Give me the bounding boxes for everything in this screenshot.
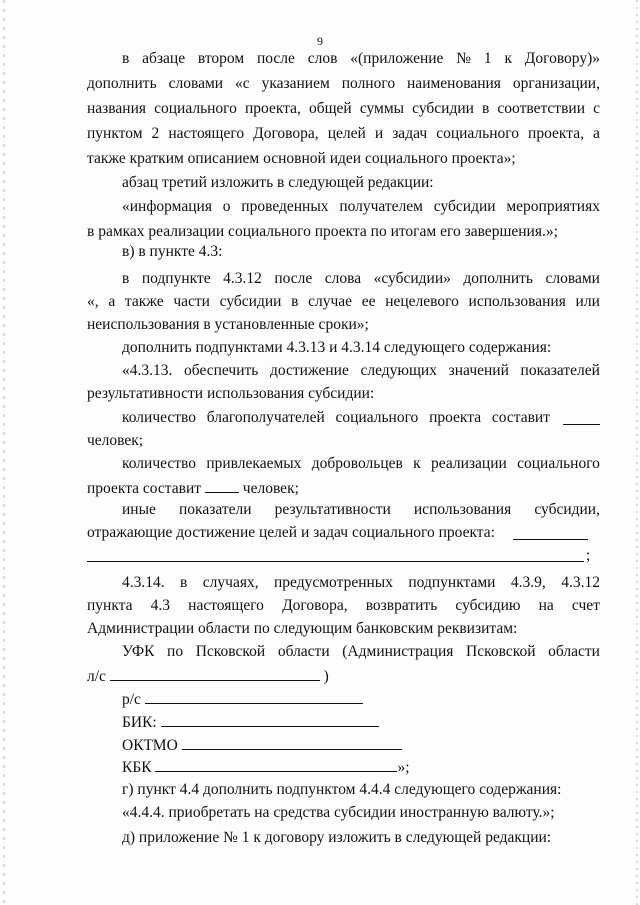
p8-blank — [563, 424, 600, 425]
word: проекта, — [528, 125, 584, 142]
p5-line-3: неиспользования в установленные сроки»; — [87, 316, 369, 333]
word: «, — [87, 293, 99, 310]
word: использования — [468, 293, 566, 310]
req-kbk-blank — [155, 757, 397, 772]
word: УФК — [122, 643, 155, 660]
p5-line-1 — [122, 270, 600, 288]
p9-blank — [205, 478, 239, 493]
word: показатели — [179, 501, 252, 518]
word: социального — [436, 125, 519, 142]
word: дополнить — [87, 75, 157, 92]
word: после — [274, 270, 313, 287]
p12-ls-close: ) — [323, 668, 329, 685]
word: ее — [361, 293, 376, 310]
page-number: 9 — [317, 34, 323, 48]
word: целей — [327, 125, 366, 142]
word: счет — [571, 597, 600, 614]
word: в — [291, 293, 299, 310]
p11-line-1 — [122, 574, 600, 592]
word: субсидию — [455, 597, 521, 614]
req-bik-line — [122, 712, 379, 732]
word: к — [504, 50, 512, 67]
word: социального — [154, 100, 237, 117]
word: результативности — [274, 501, 391, 518]
p10-line-1 — [122, 501, 600, 519]
word: № — [456, 50, 472, 67]
word: реализации — [431, 455, 507, 472]
p13-line: г) пункт 4.4 дополнить подпунктом 4.4.4 следующего содержания: — [122, 781, 562, 798]
req-rs-blank — [145, 689, 363, 704]
req-rs-label: р/с — [122, 691, 141, 708]
p8-line-1 — [122, 409, 550, 427]
req-oktmo-line — [122, 735, 402, 755]
word: в — [180, 574, 188, 591]
word: значений — [448, 362, 509, 379]
word: составит — [491, 409, 550, 426]
word: Договору)» — [524, 50, 600, 67]
word: предусмотренных — [274, 574, 393, 591]
p9-line-2-a: проекта составит — [87, 480, 202, 497]
word: «(приложение — [350, 50, 444, 67]
word: после — [256, 50, 295, 67]
word: (Администрация — [342, 643, 454, 660]
word: нецелевого — [385, 293, 459, 310]
word: возвратить — [365, 597, 438, 614]
word: добровольцев — [311, 455, 403, 472]
word: с — [593, 100, 600, 117]
word: «информация — [122, 198, 212, 215]
p10-blank-1 — [513, 539, 588, 540]
p1-line-4 — [87, 125, 600, 143]
word: или — [575, 293, 600, 310]
p12-ls-label: л/с — [87, 668, 106, 685]
word: «4.3.13. — [122, 362, 173, 379]
word: 1 — [483, 50, 492, 67]
word: наименования — [407, 75, 501, 92]
word: 4.3.14. — [122, 574, 165, 591]
word: настоящего — [188, 597, 264, 614]
p10-line-2: отражающие достижение целей и задач социального проекта: — [87, 524, 495, 541]
p11-line-2 — [87, 597, 600, 615]
word: 4.3.9, — [510, 574, 546, 591]
word: проекта — [429, 409, 482, 426]
word: Псковской — [195, 643, 266, 660]
word: следующих — [360, 362, 437, 379]
word: слова — [324, 270, 362, 287]
p11-line-3: Администрации области по следующим банковским реквизитам: — [87, 620, 518, 637]
req-kbk-line — [122, 757, 410, 777]
req-bik-blank — [161, 712, 379, 727]
word: подпунктами — [408, 574, 496, 591]
word: в — [482, 100, 490, 117]
p7-line-1 — [122, 362, 600, 380]
word: о — [222, 198, 231, 215]
p1-line-3 — [87, 100, 600, 118]
word: а — [593, 125, 600, 142]
word: общей — [308, 100, 352, 117]
word: субсидии — [433, 198, 496, 215]
word: количество — [122, 455, 196, 472]
word: области — [277, 643, 330, 660]
p10-line-3-end: ; — [586, 547, 591, 564]
p4-line: в) в пункте 4.3: — [122, 243, 223, 260]
word: получателем — [339, 198, 423, 215]
word: словами — [168, 75, 224, 92]
req-oktmo-label: ОКТМО — [122, 737, 178, 754]
word: «с — [235, 75, 250, 92]
word: случае — [308, 293, 353, 310]
word: пункта — [87, 597, 133, 614]
word: «субсидии» — [373, 270, 451, 287]
word: количество — [122, 409, 196, 426]
p6-line: дополнить подпунктами 4.3.13 и 4.3.14 следующего содержания: — [122, 339, 552, 356]
p12-line-2 — [87, 666, 329, 686]
p2-line: абзац третий изложить в следующей редакции: — [122, 174, 434, 191]
word: названия — [87, 100, 147, 117]
word: соответствии — [497, 100, 585, 117]
scan-edge-left — [3, 0, 5, 905]
word: мероприятиях — [506, 198, 600, 215]
p14-line: «4.4.4. приобретать на средства субсидии иностранную валюту.»; — [122, 804, 555, 821]
word: субсидии — [412, 100, 474, 117]
req-bik-label: БИК: — [122, 714, 157, 731]
p3-line-2: в рамках реализации социального проекта по итогам его завершения.»; — [87, 223, 558, 240]
p15-line: д) приложение № 1 к договору изложить в следующей редакции: — [122, 829, 552, 846]
word: социального — [517, 455, 600, 472]
word: указанием — [261, 75, 330, 92]
word: суммы — [359, 100, 405, 117]
word: иные — [122, 501, 156, 518]
word: Псковской — [466, 643, 536, 660]
p1-line-5: также кратким описанием основной идеи социального проекта»; — [87, 150, 516, 167]
word: субсидии — [219, 293, 282, 310]
word: и — [374, 125, 384, 142]
p9-line-2-b: человек; — [242, 480, 299, 497]
word: области — [548, 643, 600, 660]
word: в — [122, 270, 130, 287]
word: втором — [197, 50, 245, 67]
p1-line-2 — [87, 75, 600, 93]
req-kbk-label: КБК — [122, 759, 152, 776]
word: субсидии, — [534, 501, 600, 518]
word: проведенных — [241, 198, 329, 215]
p12-ls-blank — [110, 666, 320, 681]
word: организации, — [512, 75, 600, 92]
word: в — [122, 50, 130, 67]
p9-line-1 — [122, 455, 600, 473]
word: привлекаемых — [206, 455, 302, 472]
word: словами — [545, 270, 600, 287]
word: социального — [335, 409, 419, 426]
word: на — [538, 597, 554, 614]
p5-line-2 — [87, 293, 600, 311]
p3-line-1 — [122, 198, 600, 216]
word: части — [173, 293, 210, 310]
p8-line-2: человек; — [87, 432, 144, 449]
req-oktmo-blank — [182, 735, 402, 750]
p10-blank-2 — [87, 561, 584, 562]
p7-line-2: результативности использования субсидии: — [87, 385, 375, 402]
word: задач — [392, 125, 428, 142]
word: по — [167, 643, 184, 660]
word: полного — [341, 75, 396, 92]
p9-line-2 — [87, 478, 299, 498]
word: достижение — [270, 362, 349, 379]
word: настоящего — [168, 125, 245, 142]
req-rs-line — [122, 689, 363, 709]
word: проекта, — [244, 100, 301, 117]
word: показателей — [520, 362, 600, 379]
word: Договора, — [282, 597, 348, 614]
scan-edge-right — [636, 0, 638, 905]
req-kbk-end: »; — [397, 759, 410, 776]
word: дополнить — [463, 270, 534, 287]
word: обеспечить — [184, 362, 259, 379]
word: к — [413, 455, 421, 472]
word: 4.3 — [150, 597, 171, 614]
word: 4.3.12 — [561, 574, 600, 591]
word: слов — [307, 50, 338, 67]
word: а — [108, 293, 116, 310]
word: подпункте — [141, 270, 211, 287]
word: 2 — [151, 125, 160, 142]
p1-line-1 — [122, 50, 600, 68]
word: использования — [413, 501, 512, 518]
word: также — [124, 293, 164, 310]
word: случаях, — [202, 574, 259, 591]
word: пунктом — [87, 125, 143, 142]
word: благополучателей — [206, 409, 325, 426]
word: абзаце — [142, 50, 186, 67]
p12-line-1 — [122, 643, 600, 661]
word: Договора, — [253, 125, 319, 142]
word: 4.3.12 — [223, 270, 262, 287]
